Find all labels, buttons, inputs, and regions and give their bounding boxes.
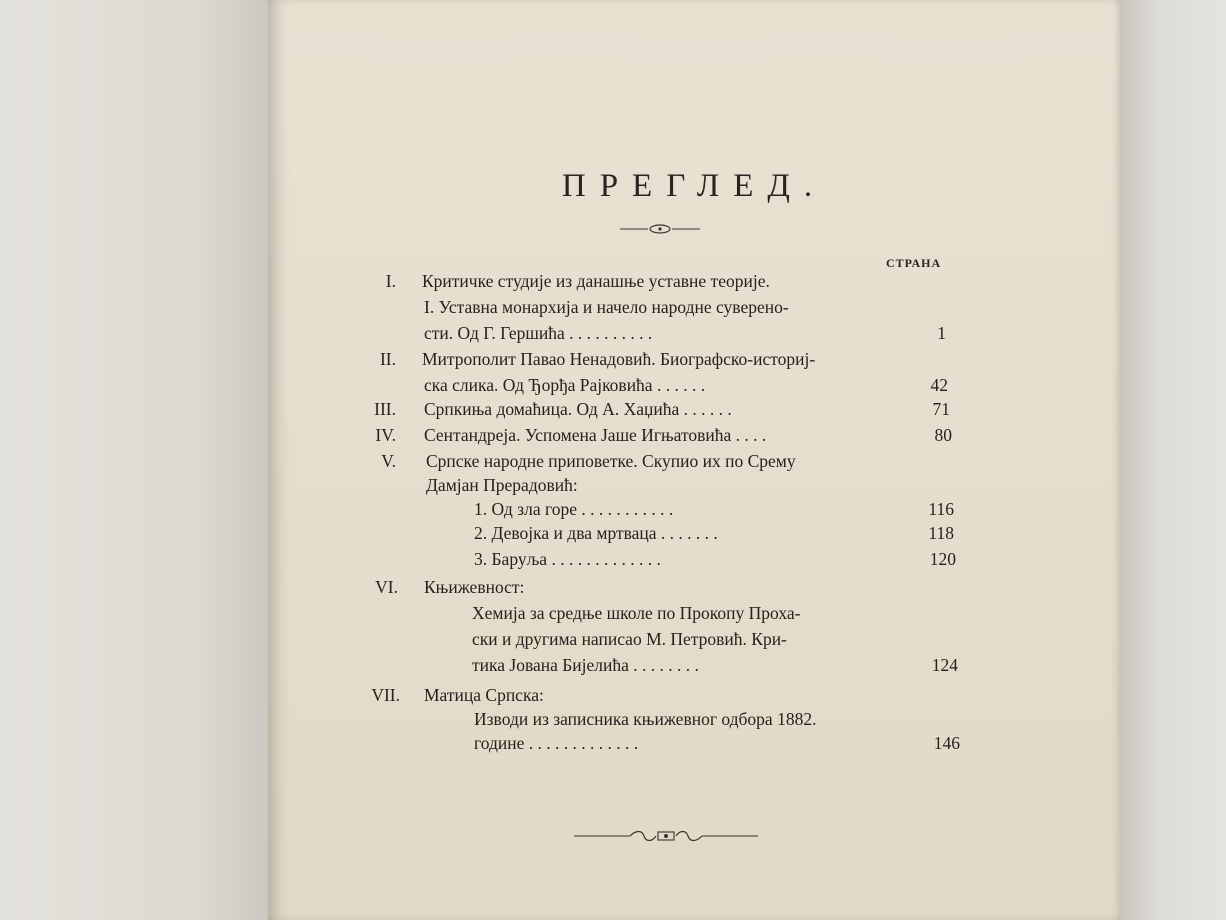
entry-text: Српске народне приповетке. Скупио их по Срему xyxy=(426,451,796,471)
entry-number: IV. xyxy=(375,425,396,445)
page-number: 71 xyxy=(932,399,950,419)
small-ornament-icon xyxy=(620,222,700,236)
entry-text: Митрополит Павао Ненадовић. Биографско-историј- xyxy=(422,349,816,369)
page-title: ПРЕГЛЕД. xyxy=(561,168,827,204)
tailpiece-ornament-icon xyxy=(574,826,758,846)
entry-number: V. xyxy=(381,451,396,471)
entry-text: 2. Девојка и два мртваца . . . . . . . xyxy=(474,523,718,543)
entry-number: VI. xyxy=(375,577,398,597)
entry-text: године . . . . . . . . . . . . . xyxy=(474,733,639,753)
page-column-header: СТРАНА xyxy=(886,256,942,270)
entry-text: ска слика. Од Ђорђа Рајковића . . . . . . xyxy=(424,375,706,395)
entry-text: I. Уставна монархија и начело народне суверено- xyxy=(424,297,789,317)
entry-number: II. xyxy=(379,349,396,369)
page-number: 146 xyxy=(933,733,960,753)
page-number: 42 xyxy=(930,375,948,395)
entry-text: Сентандреја. Успомена Јаше Игњатовића . . . . xyxy=(424,425,767,445)
entry-text: Изводи из записника књижевног одбора 1882. xyxy=(474,709,817,729)
entry-number: I. xyxy=(385,271,396,291)
entry-text: Српкиња домаћица. Од А. Хаџића . . . . . . xyxy=(424,399,732,419)
entry-text: Књижевност: xyxy=(424,577,525,597)
entry-text: Матица Српска: xyxy=(424,685,544,705)
page-number: 80 xyxy=(934,425,952,445)
entry-text: 3. Баруља . . . . . . . . . . . . . xyxy=(474,549,661,569)
entry-number: III. xyxy=(374,399,396,419)
book-page xyxy=(268,0,1120,920)
background-surface xyxy=(1110,0,1226,920)
entry-text: тика Јована Бијелића . . . . . . . . xyxy=(472,655,699,675)
entry-number: VII. xyxy=(371,685,400,705)
entry-text: ски и другима написао М. Петровић. Кри- xyxy=(472,629,787,649)
entry-text: Критичке студије из данашње уставне теорије. xyxy=(422,271,770,291)
page-number: 116 xyxy=(928,499,954,519)
entry-text: 1. Од зла горе . . . . . . . . . . . xyxy=(474,499,674,519)
page-number: 118 xyxy=(928,523,954,543)
page-number: 124 xyxy=(931,655,958,675)
entry-text: Хемија за средње школе по Прокопу Проха- xyxy=(472,603,801,623)
page-number: 1 xyxy=(937,323,946,343)
left-page xyxy=(0,0,282,920)
page-number: 120 xyxy=(929,549,956,569)
entry-text: сти. Од Г. Гершића . . . . . . . . . . xyxy=(424,323,653,343)
entry-text: Дамјан Прерадовић: xyxy=(426,475,578,495)
